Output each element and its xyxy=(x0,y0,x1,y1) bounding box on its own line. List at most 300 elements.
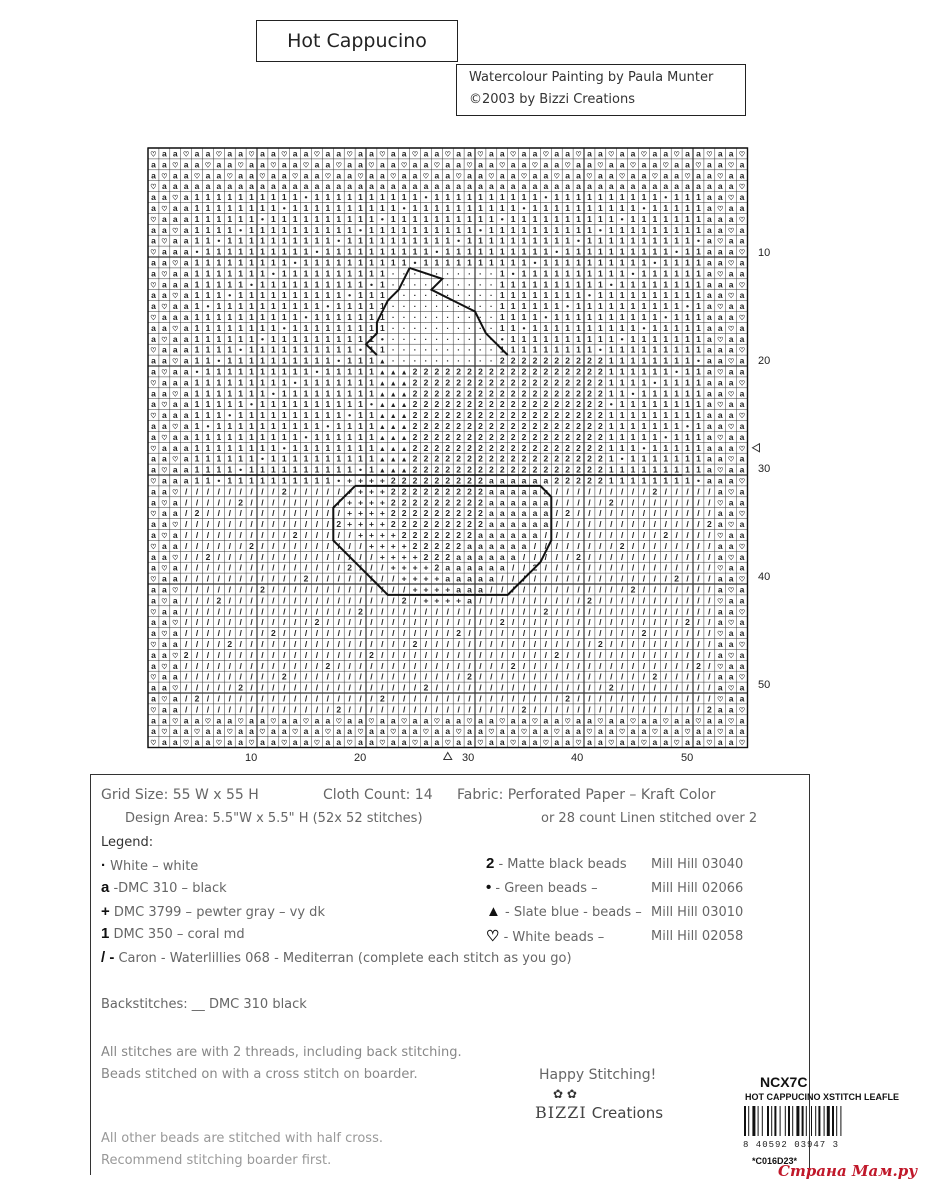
stitch-cell: / xyxy=(556,617,559,627)
stitch-cell: / xyxy=(643,617,646,627)
stitch-cell: 1 xyxy=(402,236,407,246)
stitch-cell: / xyxy=(207,606,210,616)
stitch-cell: a xyxy=(445,181,450,191)
stitch-cell: · xyxy=(414,268,417,278)
stitch-cell: • xyxy=(272,268,275,278)
stitch-cell: / xyxy=(294,606,297,616)
stitch-cell: · xyxy=(446,334,449,344)
stitch-cell: • xyxy=(632,268,635,278)
stitch-cell: / xyxy=(392,683,395,693)
stitch-cell: / xyxy=(566,661,569,671)
stitch-cell: 2 xyxy=(631,585,636,595)
stitch-cell: 1 xyxy=(424,203,429,213)
stitch-cell: 1 xyxy=(631,214,636,224)
stitch-cell: / xyxy=(185,639,188,649)
stitch-cell: + xyxy=(380,508,385,518)
stitch-cell: · xyxy=(414,279,417,289)
stitch-cell: ♡ xyxy=(739,608,745,616)
stitch-cell: a xyxy=(740,585,745,595)
stitch-cell: / xyxy=(447,704,450,714)
stitch-cell: 2 xyxy=(445,476,450,486)
stitch-cell: · xyxy=(392,356,395,366)
stitch-cell: / xyxy=(675,519,678,529)
stitch-cell: 1 xyxy=(565,312,570,322)
stitch-cell: 1 xyxy=(467,214,472,224)
stitch-cell: ♡ xyxy=(434,161,440,169)
stitch-cell: 1 xyxy=(260,323,265,333)
stitch-cell: 2 xyxy=(565,356,570,366)
stitch-cell: 1 xyxy=(249,334,254,344)
stitch-cell: 2 xyxy=(467,508,472,518)
stitch-cell: a xyxy=(718,323,723,333)
stitch-cell: / xyxy=(294,704,297,714)
stitch-cell: / xyxy=(708,595,711,605)
stitch-cell: / xyxy=(283,639,286,649)
stitch-cell: / xyxy=(305,585,308,595)
stitch-cell: 2 xyxy=(424,683,429,693)
stitch-cell: / xyxy=(305,683,308,693)
stitch-cell: / xyxy=(675,683,678,693)
stitch-cell: a xyxy=(696,181,701,191)
stitch-cell: / xyxy=(697,519,700,529)
stitch-cell: 1 xyxy=(598,290,603,300)
stitch-cell: a xyxy=(718,552,723,562)
stitch-cell: 1 xyxy=(489,225,494,235)
stitch-cell: / xyxy=(556,486,559,496)
stitch-cell: ♡ xyxy=(739,347,745,355)
stitch-cell: 1 xyxy=(216,214,221,224)
stitch-cell: / xyxy=(392,639,395,649)
stitch-cell: a xyxy=(478,530,483,540)
stitch-cell: 1 xyxy=(620,323,625,333)
stitch-cell: 2 xyxy=(456,508,461,518)
stitch-cell: 1 xyxy=(598,258,603,268)
stitch-cell: • xyxy=(261,454,264,464)
stitch-cell: 2 xyxy=(565,476,570,486)
stitch-cell: / xyxy=(599,704,602,714)
stitch-cell: 1 xyxy=(642,432,647,442)
stitch-cell: 1 xyxy=(402,225,407,235)
stitch-cell: / xyxy=(577,595,580,605)
stitch-cell: 1 xyxy=(489,203,494,213)
stitch-cell: a xyxy=(195,715,200,725)
fabric: Fabric: Perforated Paper – Kraft Color xyxy=(457,787,716,803)
stitch-cell: a xyxy=(729,181,734,191)
legend-item-white-bead: ♡ - White beads – xyxy=(486,927,604,945)
stitch-cell: 1 xyxy=(413,214,418,224)
stitch-cell: / xyxy=(348,617,351,627)
stitch-cell: 1 xyxy=(696,399,701,409)
stitch-cell: 1 xyxy=(631,443,636,453)
stitch-cell: a xyxy=(729,476,734,486)
stitch-cell: / xyxy=(196,639,199,649)
stitch-cell: / xyxy=(621,497,624,507)
stitch-cell: / xyxy=(218,530,221,540)
stitch-cell: 1 xyxy=(380,258,385,268)
stitch-cell: / xyxy=(316,563,319,573)
stitch-cell: a xyxy=(522,530,527,540)
stitch-cell: 2 xyxy=(456,443,461,453)
stitch-cell: 1 xyxy=(674,421,679,431)
stitch-cell: 2 xyxy=(184,650,189,660)
stitch-cell: 1 xyxy=(642,410,647,420)
stitch-cell: a xyxy=(696,170,701,180)
stitch-cell: a xyxy=(184,159,189,169)
stitch-cell: 1 xyxy=(249,356,254,366)
stitch-cell: / xyxy=(392,574,395,584)
stitch-cell: / xyxy=(185,563,188,573)
stitch-cell: • xyxy=(359,225,362,235)
stitch-cell: a xyxy=(511,159,516,169)
cloth-count: Cloth Count: 14 xyxy=(323,787,433,803)
stitch-cell: / xyxy=(261,563,264,573)
stitch-cell: a xyxy=(642,159,647,169)
stitch-cell: 1 xyxy=(631,334,636,344)
stitch-cell: 2 xyxy=(413,377,418,387)
stitch-cell: / xyxy=(665,617,668,627)
stitch-cell: ♡ xyxy=(150,478,156,486)
stitch-cell: 1 xyxy=(533,345,538,355)
stitch-cell: / xyxy=(403,639,406,649)
stitch-cell: a xyxy=(718,258,723,268)
stitch-cell: / xyxy=(545,563,548,573)
stitch-cell: 1 xyxy=(195,279,200,289)
stitch-cell: 2 xyxy=(445,530,450,540)
stitch-cell: 2 xyxy=(522,421,527,431)
stitch-cell: 2 xyxy=(413,476,418,486)
stitch-cell: / xyxy=(566,541,569,551)
stitch-cell: 2 xyxy=(533,377,538,387)
stitch-cell: 1 xyxy=(696,377,701,387)
stitch-cell: 1 xyxy=(249,367,254,377)
stitch-cell: 2 xyxy=(489,377,494,387)
stitch-cell: 2 xyxy=(304,574,309,584)
stitch-cell: 1 xyxy=(652,323,657,333)
stitch-cell: / xyxy=(283,585,286,595)
stitch-cell: ♡ xyxy=(183,739,189,747)
stitch-cell: a xyxy=(184,170,189,180)
stitch-cell: ♡ xyxy=(728,161,734,169)
stitch-cell: 2 xyxy=(336,519,341,529)
stitch-cell: a xyxy=(740,170,745,180)
stitch-cell: ▲ xyxy=(401,446,408,453)
stitch-cell: 1 xyxy=(609,203,614,213)
stitch-cell: / xyxy=(338,617,341,627)
stitch-cell: ♡ xyxy=(150,543,156,551)
stitch-cell: 1 xyxy=(674,465,679,475)
stitch-cell: 1 xyxy=(587,334,592,344)
stitch-cell: · xyxy=(435,356,438,366)
stitch-cell: / xyxy=(534,628,537,638)
stitch-cell: a xyxy=(369,737,374,747)
stitch-cell: a xyxy=(184,443,189,453)
stitch-cell: 2 xyxy=(587,465,592,475)
stitch-cell: 1 xyxy=(522,268,527,278)
stitch-cell: 1 xyxy=(249,192,254,202)
stitch-cell: / xyxy=(294,694,297,704)
stitch-cell: 1 xyxy=(511,203,516,213)
stitch-cell: / xyxy=(566,628,569,638)
stitch-cell: 1 xyxy=(489,236,494,246)
stitch-cell: a xyxy=(674,159,679,169)
stitch-cell: / xyxy=(610,530,613,540)
credit-line-1: Watercolour Painting by Paula Munter xyxy=(469,67,745,89)
stitch-cell: 2 xyxy=(500,388,505,398)
stitch-cell: 2 xyxy=(478,377,483,387)
stitch-cell: / xyxy=(566,563,569,573)
stitch-cell: / xyxy=(708,606,711,616)
stitch-cell: / xyxy=(665,650,668,660)
stitch-cell: 1 xyxy=(543,334,548,344)
stitch-cell: / xyxy=(239,541,242,551)
stitch-cell: 1 xyxy=(587,192,592,202)
stitch-cell: 1 xyxy=(609,268,614,278)
stitch-cell: / xyxy=(414,683,417,693)
stitch-cell: a xyxy=(227,181,232,191)
stitch-cell: • xyxy=(533,258,536,268)
stitch-cell: / xyxy=(261,530,264,540)
stitch-cell: + xyxy=(402,563,407,573)
stitch-cell: 1 xyxy=(696,214,701,224)
stitch-cell: a xyxy=(543,519,548,529)
stitch-cell: a xyxy=(424,715,429,725)
stitch-cell: / xyxy=(392,595,395,605)
stitch-cell: / xyxy=(261,672,264,682)
stitch-cell: 2 xyxy=(565,421,570,431)
stitch-cell: / xyxy=(327,650,330,660)
stitch-cell: ♡ xyxy=(521,172,527,180)
stitch-cell: 1 xyxy=(271,312,276,322)
stitch-cell: / xyxy=(218,497,221,507)
stitch-cell: a xyxy=(195,737,200,747)
stitch-cell: / xyxy=(577,585,580,595)
stitch-cell: 1 xyxy=(674,225,679,235)
stitch-cell: 2 xyxy=(195,508,200,518)
stitch-cell: 2 xyxy=(424,443,429,453)
stitch-cell: 1 xyxy=(598,268,603,278)
stitch-cell: 1 xyxy=(522,247,527,257)
stitch-cell: • xyxy=(632,388,635,398)
stitch-cell: 1 xyxy=(293,334,298,344)
stitch-cell: 1 xyxy=(347,421,352,431)
stitch-cell: 2 xyxy=(500,432,505,442)
stitch-cell: • xyxy=(239,345,242,355)
stitch-cell: 1 xyxy=(652,421,657,431)
stitch-cell: / xyxy=(316,639,319,649)
stitch-cell: 1 xyxy=(195,225,200,235)
stitch-cell: a xyxy=(489,715,494,725)
stitch-cell: a xyxy=(162,508,167,518)
stitch-cell: a xyxy=(685,159,690,169)
stitch-cell: a xyxy=(151,585,156,595)
stitch-cell: · xyxy=(435,345,438,355)
stitch-cell: / xyxy=(348,574,351,584)
stitch-cell: 1 xyxy=(304,214,309,224)
stitch-cell: / xyxy=(610,541,613,551)
stitch-cell: 2 xyxy=(500,399,505,409)
stitch-cell: / xyxy=(185,628,188,638)
stitch-cell: a xyxy=(489,530,494,540)
stitch-cell: ♡ xyxy=(172,161,178,169)
stitch-cell: / xyxy=(545,617,548,627)
stitch-cell: 1 xyxy=(598,323,603,333)
stitch-cell: a xyxy=(718,639,723,649)
stitch-cell: ♡ xyxy=(423,172,429,180)
stitch-cell: 1 xyxy=(260,367,265,377)
stitch-cell: a xyxy=(162,214,167,224)
stitch-cell: / xyxy=(185,552,188,562)
stitch-cell: 1 xyxy=(500,312,505,322)
stitch-cell: / xyxy=(283,683,286,693)
stitch-cell: + xyxy=(413,552,418,562)
stitch-cell: a xyxy=(173,367,178,377)
stitch-cell: 2 xyxy=(478,454,483,464)
stitch-cell: a xyxy=(707,399,712,409)
stitch-cell: / xyxy=(250,574,253,584)
stitch-cell: / xyxy=(338,541,341,551)
stitch-cell: / xyxy=(338,628,341,638)
stitch-cell: 1 xyxy=(652,334,657,344)
stitch-cell: / xyxy=(229,585,232,595)
stitch-cell: a xyxy=(576,715,581,725)
stitch-cell: • xyxy=(599,225,602,235)
stitch-cell: / xyxy=(229,617,232,627)
stitch-cell: / xyxy=(512,574,515,584)
stitch-cell: a xyxy=(162,345,167,355)
stitch-cell: 1 xyxy=(293,345,298,355)
center-marker-y xyxy=(753,444,760,452)
stitch-cell: a xyxy=(184,377,189,387)
stitch-cell: a xyxy=(151,661,156,671)
stitch-cell: / xyxy=(501,694,504,704)
stitch-cell: ♡ xyxy=(161,565,167,573)
stitch-cell: • xyxy=(250,399,253,409)
stitch-cell: · xyxy=(479,334,482,344)
stitch-cell: a xyxy=(184,715,189,725)
stitch-cell: • xyxy=(370,279,373,289)
stitch-cell: • xyxy=(610,399,613,409)
stitch-cell: 1 xyxy=(358,247,363,257)
stitch-cell: · xyxy=(392,268,395,278)
stitch-cell: 1 xyxy=(511,236,516,246)
stitch-cell: 1 xyxy=(249,290,254,300)
stitch-cell: / xyxy=(534,574,537,584)
stitch-cell: • xyxy=(261,214,264,224)
stitch-cell: a xyxy=(173,737,178,747)
stitch-cell: a xyxy=(304,737,309,747)
stitch-cell: / xyxy=(621,639,624,649)
happy-stitching: Happy Stitching! xyxy=(539,1067,656,1083)
stitch-cell: ♡ xyxy=(445,151,451,159)
stitch-cell: ♡ xyxy=(728,619,734,627)
stitch-cell: 2 xyxy=(522,443,527,453)
stitch-cell: / xyxy=(425,606,428,616)
stitch-cell: / xyxy=(294,628,297,638)
stitch-cell: 1 xyxy=(685,432,690,442)
stitch-cell: / xyxy=(588,694,591,704)
stitch-cell: / xyxy=(599,563,602,573)
stitch-cell: 1 xyxy=(282,301,287,311)
stitch-cell: / xyxy=(610,563,613,573)
stitch-cell: / xyxy=(316,552,319,562)
stitch-cell: 1 xyxy=(238,279,243,289)
stitch-cell: 1 xyxy=(533,192,538,202)
stitch-cell: a xyxy=(162,421,167,431)
stitch-cell: 1 xyxy=(271,421,276,431)
stitch-cell: · xyxy=(446,323,449,333)
stitch-cell: 1 xyxy=(642,214,647,224)
stitch-cell: ♡ xyxy=(608,739,614,747)
stitch-cell: 1 xyxy=(216,279,221,289)
stitch-cell: / xyxy=(654,694,657,704)
stitch-cell: ▲ xyxy=(379,468,386,475)
stitch-cell: a xyxy=(162,737,167,747)
stitch-cell: / xyxy=(403,704,406,714)
stitch-cell: 2 xyxy=(489,465,494,475)
stitch-cell: ♡ xyxy=(161,369,167,377)
stitch-cell: • xyxy=(621,214,624,224)
stitch-cell: a xyxy=(533,737,538,747)
stitch-cell: 1 xyxy=(609,323,614,333)
stitch-cell: 1 xyxy=(696,268,701,278)
stitch-cell: / xyxy=(708,694,711,704)
stitch-cell: / xyxy=(283,606,286,616)
stitch-cell: / xyxy=(381,672,384,682)
stitch-cell: / xyxy=(359,595,362,605)
stitch-cell: / xyxy=(468,639,471,649)
stitch-cell: 1 xyxy=(347,279,352,289)
stitch-cell: ♡ xyxy=(728,292,734,300)
stitch-cell: ♡ xyxy=(728,717,734,725)
stitch-cell: a xyxy=(216,726,221,736)
stitch-cell: / xyxy=(294,563,297,573)
stitch-cell: a xyxy=(729,203,734,213)
stitch-cell: 1 xyxy=(631,192,636,202)
stitch-cell: a xyxy=(729,737,734,747)
stitch-cell: • xyxy=(228,290,231,300)
stitch-cell: / xyxy=(697,617,700,627)
stitch-cell: a xyxy=(489,181,494,191)
stitch-cell: ♡ xyxy=(717,205,723,213)
stitch-cell: 2 xyxy=(434,476,439,486)
stitch-cell: / xyxy=(632,574,635,584)
stitch-cell: a xyxy=(151,170,156,180)
stitch-cell: 1 xyxy=(663,268,668,278)
stitch-cell: / xyxy=(381,585,384,595)
stitch-cell: 1 xyxy=(663,258,668,268)
stitch-cell: · xyxy=(403,334,406,344)
stitch-cell: / xyxy=(523,650,526,660)
stitch-cell: ♡ xyxy=(739,314,745,322)
stitch-cell: / xyxy=(207,628,210,638)
stitch-cell: / xyxy=(370,595,373,605)
stitch-cell: / xyxy=(436,606,439,616)
stitch-cell: 2 xyxy=(674,574,679,584)
stitch-cell: ♡ xyxy=(401,717,407,725)
stitch-cell: 1 xyxy=(489,192,494,202)
stitch-cell: / xyxy=(675,552,678,562)
stitch-cell: / xyxy=(665,639,668,649)
stitch-cell: 1 xyxy=(620,443,625,453)
stitch-cell: 1 xyxy=(315,410,320,420)
stitch-cell: / xyxy=(272,552,275,562)
stitch-cell: 1 xyxy=(216,388,221,398)
stitch-cell: / xyxy=(545,595,548,605)
stitch-cell: 1 xyxy=(206,247,211,257)
stitch-cell: 1 xyxy=(598,334,603,344)
stitch-cell: 2 xyxy=(478,497,483,507)
stitch-cell: 1 xyxy=(260,476,265,486)
